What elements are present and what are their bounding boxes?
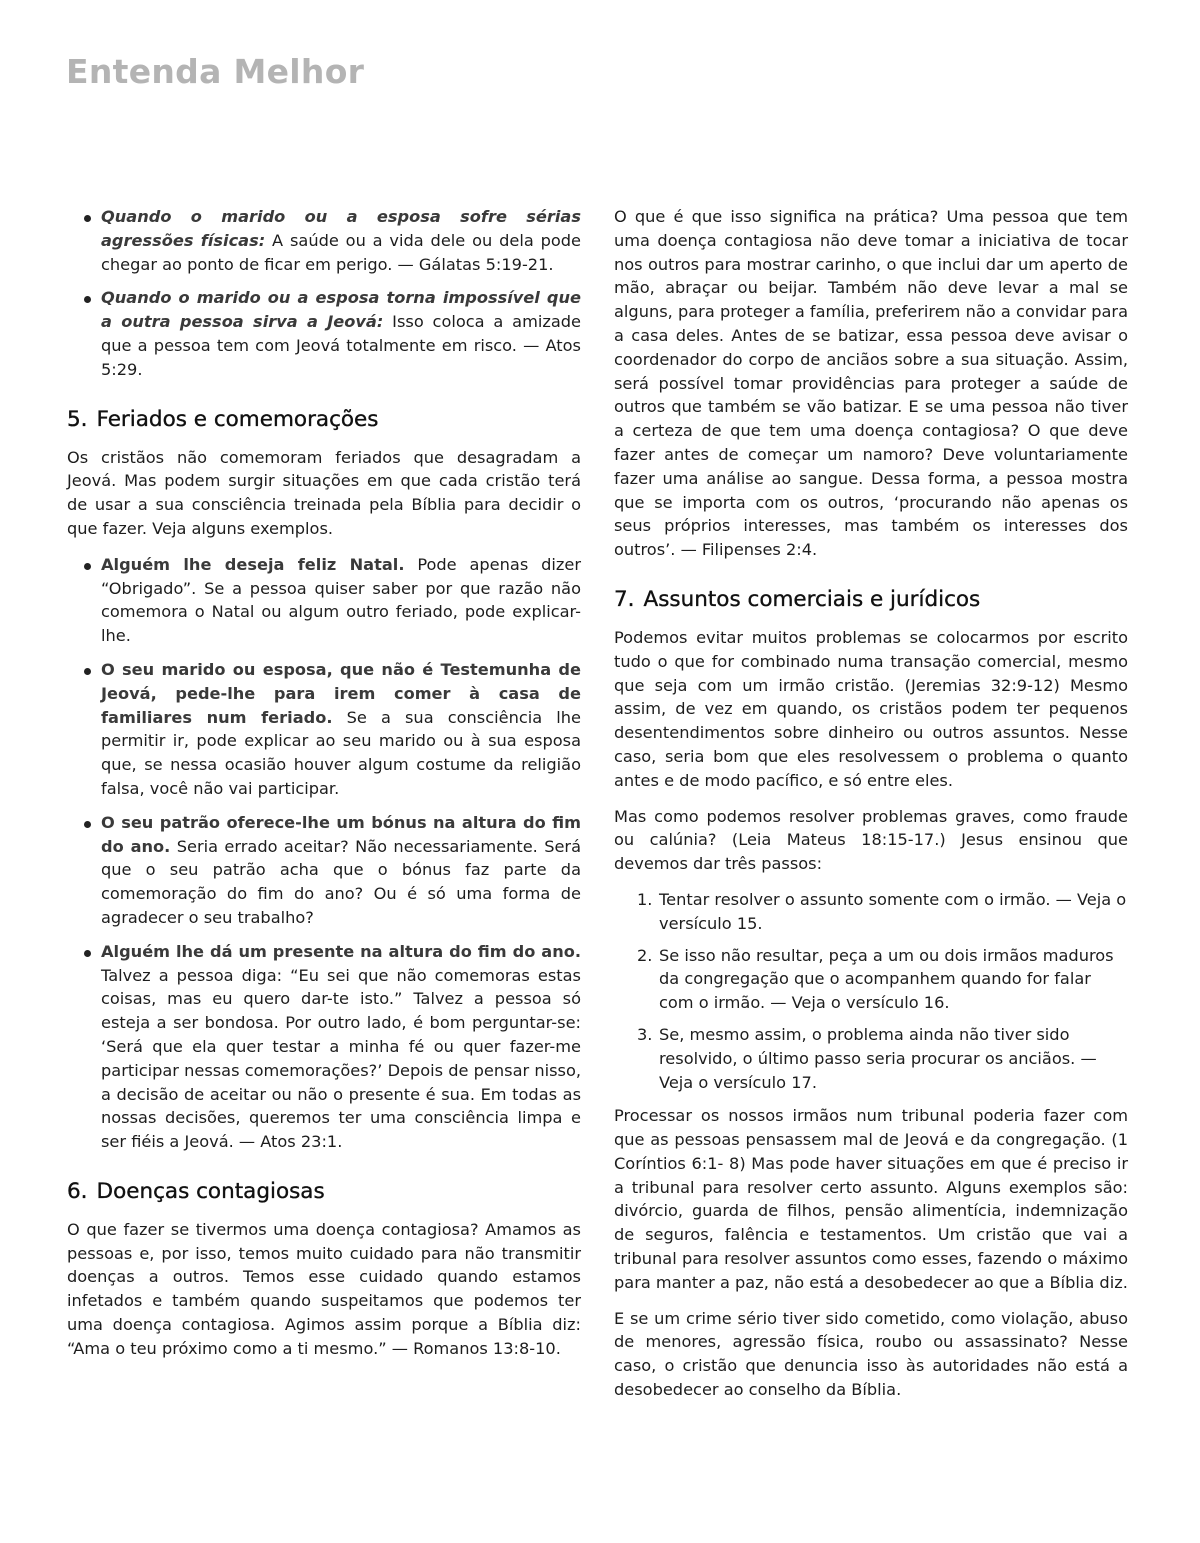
bullet-text: Isso coloca a amizade que a pessoa tem com Jeová totalmente em risco. — Atos 5:29. [101, 312, 581, 379]
section-paragraph: O que é que isso significa na prática? Uma pessoa que tem uma doença contagiosa não deve tomar a iniciativa de tocar nos outros para mostrar carinho, o que inclui dar um aperto de mão, abraçar ou beijar. Também não deve levar a mal se alguns, para proteger a família, preferirem não a convidar para a casa deles. Antes de se batizar, essa pessoa deve avisar o coordenador do corpo de anciãos sobre a sua situação. Assim, será possível tomar providências para proteger a saúde de outros que também se vão batizar. E se uma pessoa não tiver a certeza de que tem uma doença contagiosa? O que deve fazer antes de começar um namoro? Deve voluntariamente fazer uma análise ao sangue. Dessa forma, a pessoa mostra que se importa com os outros, ‘procurando não apenas os seus próprios interesses, mas também os interesses dos outros’. — Filipenses 2:4. [614, 207, 1128, 560]
section-number: 6. [67, 1178, 88, 1204]
list-item [67, 940, 581, 1154]
step-text: Tentar resolver o assunto somente com o irmão. — Veja o versículo 15. [659, 889, 1127, 933]
section-paragraph: Podemos evitar muitos problemas se colocarmos por escrito tudo o que for combinado numa transação comercial, mesmo que seja com um irmão cristão. (Jeremias 32:9-12) Mesmo assim, de vez em quando, os cristãos podem ter pequenos desentendimentos sobre dinheiro ou outros assuntos. Nesse caso, seria bom que eles resolvessem o problema o quanto antes e de modo pacífico, e só entre eles. [614, 627, 1128, 790]
list-item [614, 1023, 1128, 1094]
list-item [614, 888, 1128, 936]
section-paragraph: Os cristãos não comemoram feriados que desagradam a Jeová. Mas podem surgir situações em que cada cristão terá de usar a sua consciência treinada pela Bíblia para decidir o que fazer. Veja alguns exemplos. [67, 447, 581, 538]
bullet-lead: Quando o marido ou a esposa sofre sérias agressões físicas: [101, 207, 581, 250]
bullet-lead: Alguém lhe dá um presente na altura do fim do ano. [101, 941, 581, 961]
section-paragraph: E se um crime sério tiver sido cometido, como violação, abuso de menores, agressão física, roubo ou assassinato? Nesse caso, o cristão que denuncia isso às autoridades não está a desobedecer ao conselho da Bíblia. [614, 1308, 1128, 1400]
list-item [67, 286, 581, 381]
section-heading-6 [67, 1178, 581, 1206]
list-item [67, 205, 581, 276]
bullet-lead: Alguém lhe deseja feliz Natal. [101, 554, 405, 574]
page-title: Entenda Melhor [66, 52, 365, 91]
bullet-text: Seria errado aceitar? Não necessariamente. Será que o seu patrão acha que o bónus faz parte da comemoração do fim do ano? Ou é só uma forma de agradecer o seu trabalho? [101, 836, 582, 927]
right-column [614, 205, 1128, 1414]
bullet-text: A saúde ou a vida dele ou dela pode chegar ao ponto de ficar em perigo. — Gálatas 5:19-21. [101, 230, 581, 274]
bullet-lead: Quando o marido ou a esposa torna impossível que a outra pessoa sirva a Jeová: [101, 288, 581, 332]
section-number: 5. [67, 406, 88, 432]
intro-bullet-list [67, 205, 581, 382]
bullet-text: Se a sua consciência lhe permitir ir, pode explicar ao seu marido ou à sua esposa que, se nessa ocasião houver algum costume da religião falsa, você não vai participar. [101, 707, 582, 798]
steps-list [614, 888, 1128, 1094]
bullet-lead: O seu marido ou esposa, que não é Testemunha de Jeová, pede-lhe para irem comer à casa de familiares num feriado. [101, 659, 581, 727]
list-item [614, 944, 1128, 1015]
section-number: 7. [614, 586, 635, 612]
step-number: 1. [637, 889, 653, 909]
section-title: Doenças contagiosas [96, 1178, 325, 1204]
section-heading-7 [614, 586, 1128, 614]
bullet-text: Pode apenas dizer “Obrigado”. Se a pessoa quiser saber por que razão não comemora o Natal ou algum outro feriado, pode explicar-lhe. [101, 554, 581, 646]
section-title: Feriados e comemorações [96, 406, 379, 432]
section-title: Assuntos comerciais e jurídicos [643, 586, 981, 612]
section-paragraph: Mas como podemos resolver problemas graves, como fraude ou calúnia? (Leia Mateus 18:15-17.) Jesus ensinou que devemos dar três passos: [614, 806, 1128, 874]
step-number: 3. [637, 1024, 653, 1044]
list-item [67, 811, 581, 930]
step-number: 2. [637, 945, 653, 965]
bullet-lead: O seu patrão oferece-lhe um bónus na altura do fim do ano. [101, 812, 581, 856]
section-paragraph: Processar os nossos irmãos num tribunal poderia fazer com que as pessoas pensassem mal de Jeová e da congregação. (1 Coríntios 6:1- 8) Mas pode haver situações em que é preciso ir a tribunal para resolver certo assunto. Alguns exemplos são: divórcio, guarda de filhos, pensão alimentícia, indemnização de seguros, falência e testamentos. Um cristão que vai a tribunal para resolver assuntos como esses, fazendo o máximo para manter a paz, não está a desobedecer ao que a Bíblia diz. [614, 1106, 1128, 1292]
section-heading-5 [67, 406, 581, 434]
section-paragraph: O que fazer se tivermos uma doença contagiosa? Amamos as pessoas e, por isso, temos muito cuidado para não transmitir doenças a outros. Temos esse cuidado quando estamos infetados e também quando suspeitamos que podemos ter uma doença contagiosa. Agimos assim porque a Bíblia diz: “Ama o teu próximo como a ti mesmo.” — Romanos 13:8-10. [67, 1219, 581, 1358]
bullet-text: Talvez a pessoa diga: “Eu sei que não comemoras estas coisas, mas eu quero dar-te isto.” Talvez a pessoa só esteja a ser bondosa. Por outro lado, é bom perguntar-se: ‘Será que ela quer testar a minha fé ou quer fazer-me participar nessas comemorações?’ Depois de pensar nisso, a decisão de aceitar ou não o presente é sua. Em todas as nossas decisões, queremos ter uma consciência limpa e ser fiéis a Jeová. — Atos 23:1. [101, 965, 581, 1152]
list-item [67, 658, 581, 801]
step-text: Se isso não resultar, peça a um ou dois irmãos maduros da congregação que o acompanhem quando for falar com o irmão. — Veja o versículo 16. [659, 945, 1114, 1013]
step-text: Se, mesmo assim, o problema ainda não tiver sido resolvido, o último passo seria procurar os anciãos. — Veja o versículo 17. [659, 1024, 1097, 1092]
list-item [67, 553, 581, 648]
holiday-examples-list [67, 553, 581, 1154]
left-column [67, 205, 581, 1373]
